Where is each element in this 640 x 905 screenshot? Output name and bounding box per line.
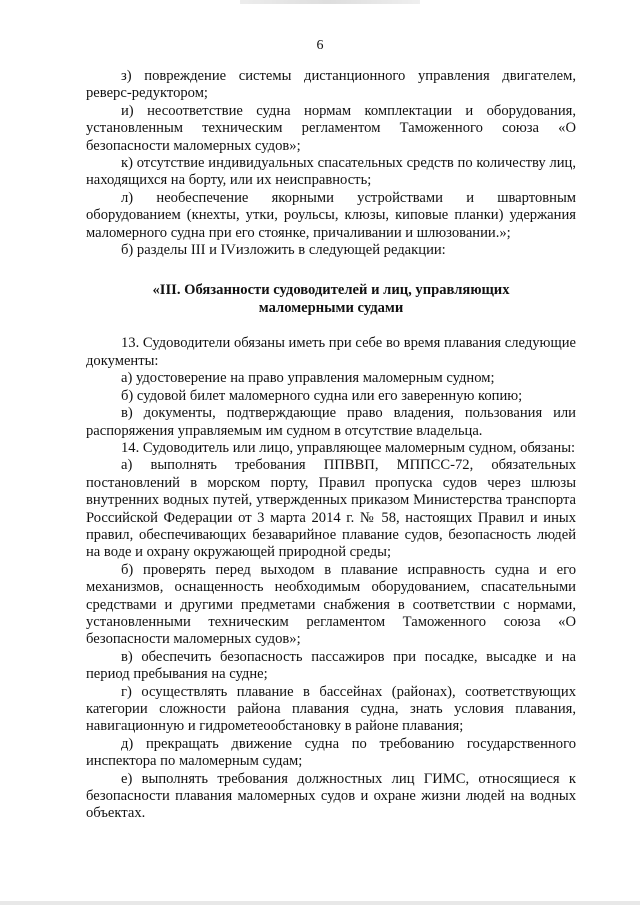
- scan-artifact-bottom: [0, 901, 640, 905]
- paragraph-i: и) несоответствие судна нормам комплектации и оборудования, установленным техническим регламентом Таможенного союза «О безопасности маломерных судов»;: [86, 102, 576, 154]
- section-heading: [86, 281, 576, 317]
- section-heading-line1: «III. Обязанности судоводителей и лиц, управляющих: [152, 282, 510, 299]
- paragraph-13-b: б) судовой билет маломерного судна или его заверенную копию;: [121, 387, 523, 404]
- page-number: 6: [316, 38, 324, 53]
- paragraph-13-a: а) удостоверение на право управления маломерным судном;: [121, 370, 495, 387]
- scan-artifact-top: [240, 0, 420, 4]
- paragraph-14-a: а) выполнять требования ППВВП, МППСС-72, обязательных постановлений в морском порту, Правил пропуска судов через шлюзы внутренних водных путей, утвержденных приказом Министерства транспорта Российской Федерации от 3 марта 2014 г. № 58, настоящих Правил и иных правил, обеспечивающих безаварийное плавание судов, безопасность людей на воде и охрану окружающей природной среды;: [86, 457, 576, 561]
- paragraph-14-v: в) обеспечить безопасность пассажиров при посадке, высадке и на период пребывания на судне;: [86, 648, 576, 683]
- paragraph-k: к) отсутствие индивидуальных спасательных средств по количеству лиц, находящихся на борту, или их неисправность;: [86, 155, 576, 189]
- paragraph-l: л) необеспечение якорными устройствами и швартовным оборудованием (кнехты, утки, роульсы, клюзы, киповые планки) удержания маломерного судна при его стоянке, причаливании и шлюзовании.»;: [86, 189, 576, 241]
- paragraph-b-sections: б) разделы III и IVизложить в следующей редакции:: [121, 242, 446, 259]
- section-heading-line2: маломерными судами: [258, 300, 404, 317]
- document-body: [86, 68, 576, 823]
- paragraph-14-b: б) проверять перед выходом в плавание исправность судна и его механизмов, оснащенность необходимым оборудованием, спасательными средствами и другими предметами снабжения в соответствии с нормами, установленными техническим регламентом Таможенного союза «О безопасности маломерных судов»;: [86, 561, 576, 648]
- paragraph-13-v: в) документы, подтверждающие право владения, пользования или распоряжения управляемым им судном в отсутствие владельца.: [86, 405, 576, 439]
- paragraph-14: 14. Судоводитель или лицо, управляющее маломерным судном, обязаны:: [121, 439, 576, 456]
- paragraph-14-d: д) прекращать движение судна по требованию государственного инспектора по маломерным судам;: [86, 735, 576, 770]
- paragraph-14-e: е) выполнять требования должностных лиц ГИМС, относящиеся к безопасности плавания маломерных судов и охране жизни людей на водных объектах.: [86, 770, 576, 822]
- paragraph-z: з) повреждение системы дистанционного управления двигателем, реверс-редуктором;: [86, 68, 576, 102]
- paragraph-13: 13. Судоводители обязаны иметь при себе во время плавания следующие документы:: [86, 335, 576, 369]
- paragraph-14-g: г) осуществлять плавание в бассейнах (районах), соответствующих категории сложности района плавания судна, знать условия плавания, навигационную и гидрометеообстановку в районе плавания;: [86, 683, 576, 735]
